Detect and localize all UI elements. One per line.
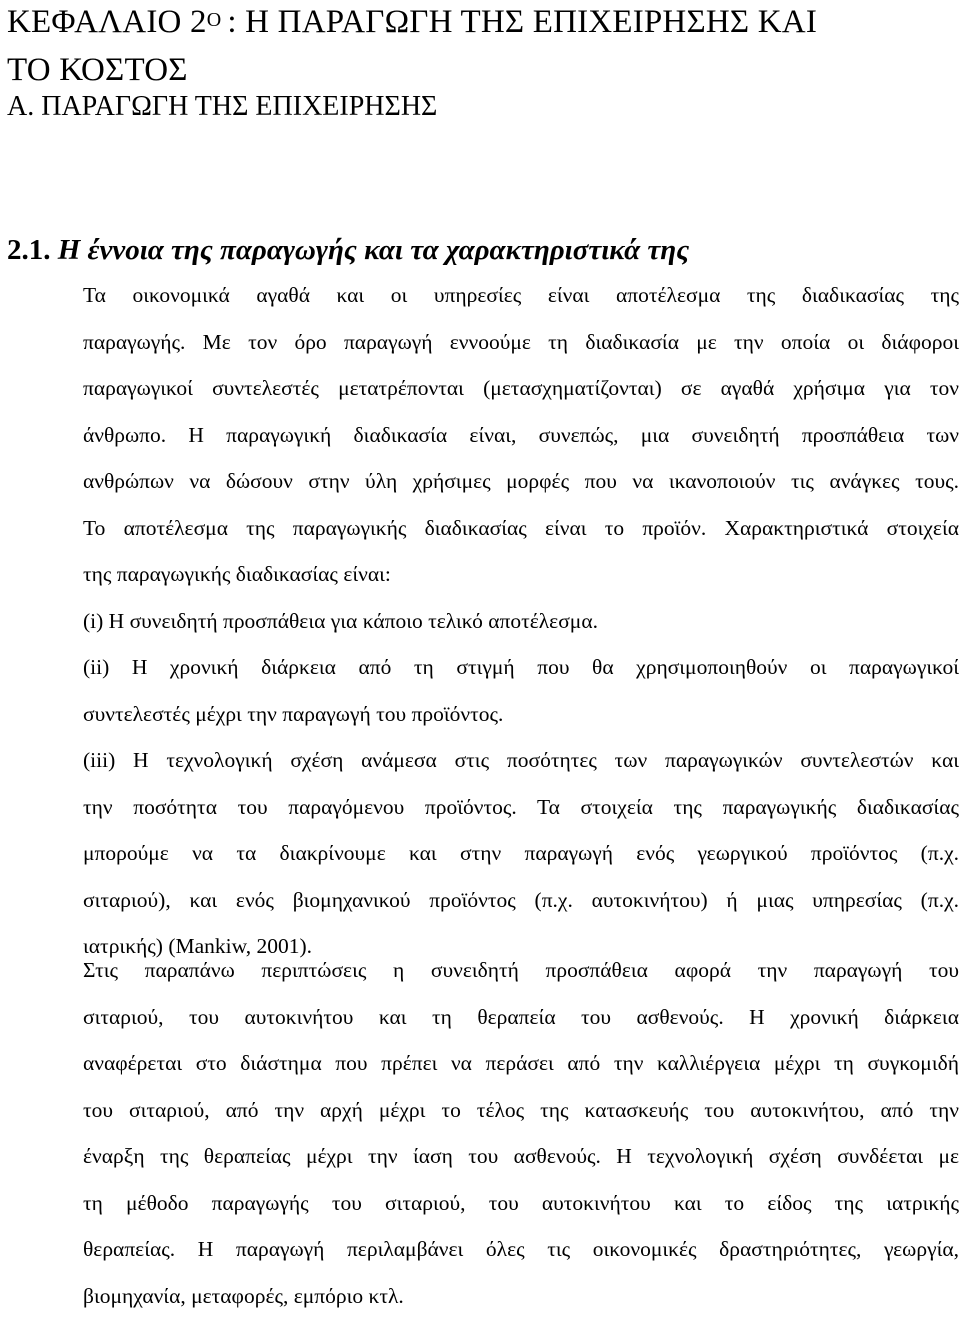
paragraph-line: άνθρωπο. Η παραγωγική διαδικασία είναι, συνεπώς, μια συνειδητή προσπάθεια των xyxy=(7,412,959,459)
paragraph-line: την ποσότητα του παραγόμενου προϊόντος. Τα στοιχεία της παραγωγικής διαδικασίας xyxy=(7,784,959,831)
paragraph-line: παραγωγής. Με τον όρο παραγωγή εννοούμε τη διαδικασία με την οποία οι διάφοροι xyxy=(7,319,959,366)
paragraph-line: βιομηχανία, μεταφορές, εμπόριο κτλ. xyxy=(7,1273,959,1319)
paragraph-1 xyxy=(7,272,959,970)
list-item-i: (i) Η συνειδητή προσπάθεια για κάποιο τελικό αποτέλεσμα. xyxy=(7,598,959,645)
paragraph-line: ιατρικής) (Mankiw, 2001). xyxy=(7,923,959,970)
section-heading: Α. ΠΑΡΑΓΩΓΗ ΤΗΣ ΕΠΙΧΕΙΡΗΣΗΣ xyxy=(7,87,437,127)
paragraph-line: Το αποτέλεσμα της παραγωγικής διαδικασίας είναι το προϊόν. Χαρακτηριστικά στοιχεία xyxy=(7,505,959,552)
list-item-ii: (ii) Η χρονική διάρκεια από τη στιγμή που θα χρησιμοποιηθούν οι παραγωγικοί xyxy=(7,644,959,691)
subsection-number: 2.1. xyxy=(7,234,51,266)
paragraph-line: του σιταριού, από την αρχή μέχρι το τέλος της κατασκευής του αυτοκινήτου, από την xyxy=(7,1087,959,1134)
paragraph-line: Στις παραπάνω περιπτώσεις η συνειδητή προσπάθεια αφορά την παραγωγή του xyxy=(7,947,959,994)
paragraph-line: σιταριού), και ενός βιομηχανικού προϊόντος (π.χ. αυτοκινήτου) ή μιας υπηρεσίας (π.χ. xyxy=(7,877,959,924)
subsection-heading xyxy=(7,230,689,270)
paragraph-line: Τα οικονομικά αγαθά και οι υπηρεσίες είναι αποτέλεσμα της διαδικασίας της xyxy=(7,272,959,319)
paragraph-line: σιταριού, του αυτοκινήτου και τη θεραπεία του ασθενούς. Η χρονική διάρκεια xyxy=(7,994,959,1041)
chapter-heading-line1-rest: : Η ΠΑΡΑΓΩΓΗ ΤΗΣ ΕΠΙΧΕΙΡΗΣΗΣ ΚΑΙ xyxy=(227,4,817,40)
subsection-title-text: Η έννοια της παραγωγής και τα χαρακτηριστικά της xyxy=(58,234,689,266)
chapter-heading-line2: ΤΟ ΚΟΣΤΟΣ xyxy=(7,52,188,88)
paragraph-line: μπορούμε να τα διακρίνουμε και στην παραγωγή ενός γεωργικού προϊόντος (π.χ. xyxy=(7,830,959,877)
paragraph-line: αναφέρεται στο διάστημα που πρέπει να περάσει από την καλλιέργεια μέχρι τη συγκομιδή xyxy=(7,1040,959,1087)
paragraph-line: συντελεστές μέχρι την παραγωγή του προϊόντος. xyxy=(7,691,959,738)
paragraph-line: παραγωγικοί συντελεστές μετατρέπονται (μετασχηματίζονται) σε αγαθά χρήσιμα για τον xyxy=(7,365,959,412)
paragraph-line: έναρξη της θεραπείας μέχρι την ίαση του ασθενούς. Η τεχνολογική σχέση συνδέεται με xyxy=(7,1133,959,1180)
chapter-heading xyxy=(7,0,957,92)
chapter-heading-superscript: Ο xyxy=(207,9,222,31)
paragraph-line: τη μέθοδο παραγωγής του σιταριού, του αυτοκινήτου και το είδος της ιατρικής xyxy=(7,1180,959,1227)
paragraph-line: θεραπείας. Η παραγωγή περιλαμβάνει όλες τις οικονομικές δραστηριότητες, γεωργία, xyxy=(7,1226,959,1273)
paragraph-line: της παραγωγικής διαδικασίας είναι: xyxy=(7,551,959,598)
paragraph-2 xyxy=(7,947,959,1319)
list-item-iii: (iii) Η τεχνολογική σχέση ανάμεσα στις ποσότητες των παραγωγικών συντελεστών και xyxy=(7,737,959,784)
chapter-heading-prefix: ΚΕΦΑΛΑΙΟ 2 xyxy=(7,4,207,40)
paragraph-line: ανθρώπων να δώσουν στην ύλη χρήσιμες μορφές που να ικανοποιούν τις ανάγκες τους. xyxy=(7,458,959,505)
